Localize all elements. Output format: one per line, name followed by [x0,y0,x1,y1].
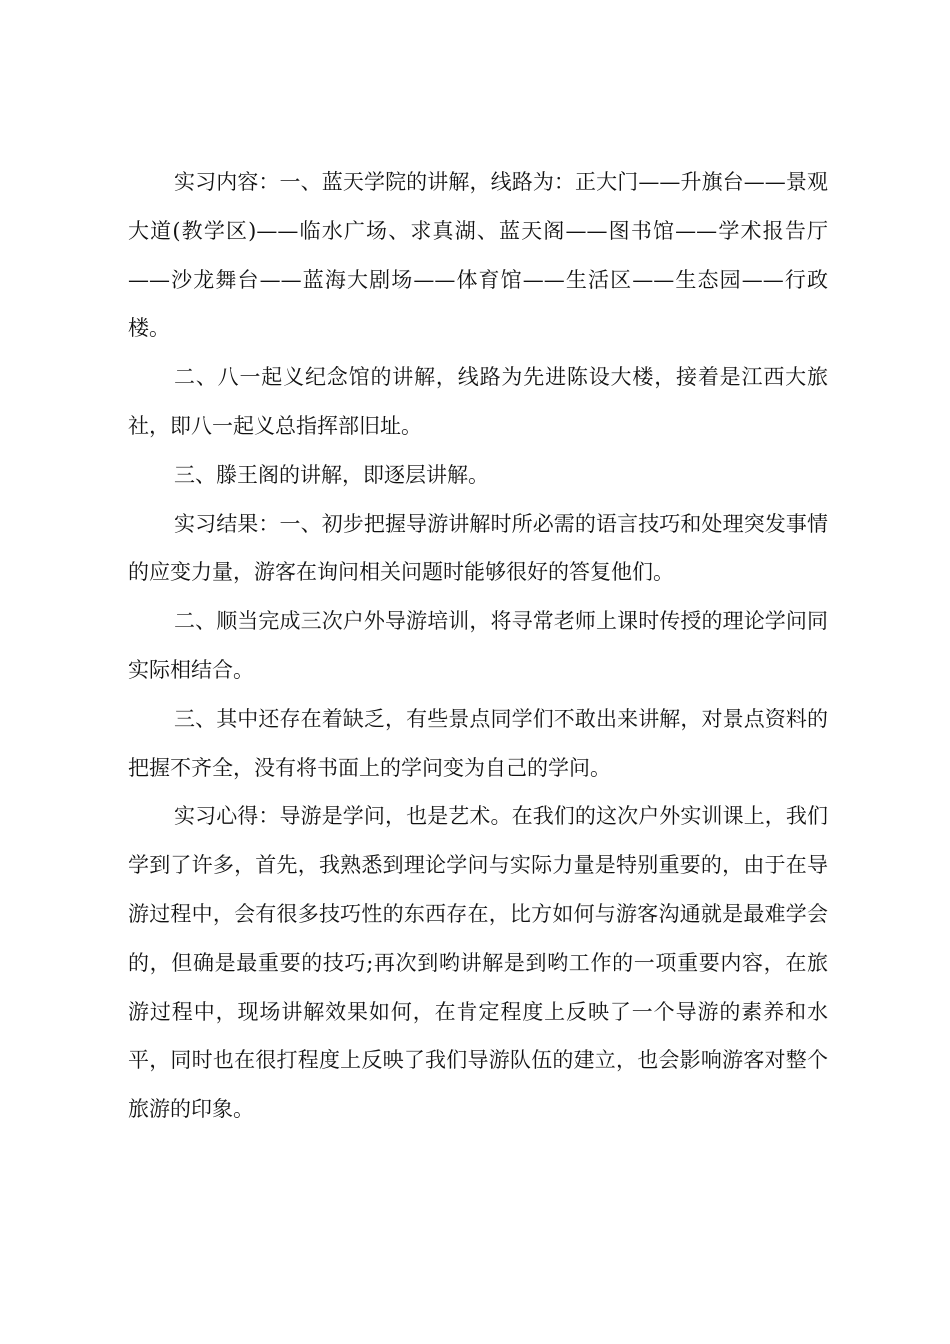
paragraph-internship-reflections: 实习心得：导游是学问，也是艺术。在我们的这次户外实训课上，我们学到了许多，首先，我熟悉到理论学问与实际力量是特别重要的，由于在导游过程中，会有很多技巧性的东西存在，比方如何与游客沟通就是最难学会的，但确是最重要的技巧;再次到哟讲解是到哟工作的一项重要内容，在旅游过程中，现场讲解效果如何，在肯定程度上反映了一个导游的素养和水平，同时也在很打程度上反映了我们导游队伍的建立，也会影响游客对整个旅游的印象。 [128,804,828,1122]
paragraph-internship-content: 实习内容：一、蓝天学院的讲解，线路为：正大门——升旗台——景观大道(教学区)——临水广场、求真湖、蓝天阁——图书馆——学术报告厅——沙龙舞台——蓝海大剧场——体育馆——生活区——生态园——行政楼。 [128,170,828,341]
paragraph-tengwang-pavilion: 三、滕王阁的讲解，即逐层讲解。 [174,462,489,487]
paragraph-internship-results: 实习结果：一、初步把握导游讲解时所必需的语言技巧和处理突发事情的应变力量，游客在询问相关问题时能够很好的答复他们。 [128,511,828,585]
paragraph-bayi-memorial: 二、八一起义纪念馆的讲解，线路为先进陈设大楼，接着是江西大旅社，即八一起义总指挥部旧址。 [128,365,828,438]
document-body [128,158,828,1134]
paragraph-shortcomings: 三、其中还存在着缺乏，有些景点同学们不敢出来讲解，对景点资料的把握不齐全，没有将书面上的学问变为自己的学问。 [128,706,828,780]
paragraph-outdoor-training: 二、顺当完成三次户外导游培训，将寻常老师上课时传授的理论学问同实际相结合。 [128,609,828,682]
